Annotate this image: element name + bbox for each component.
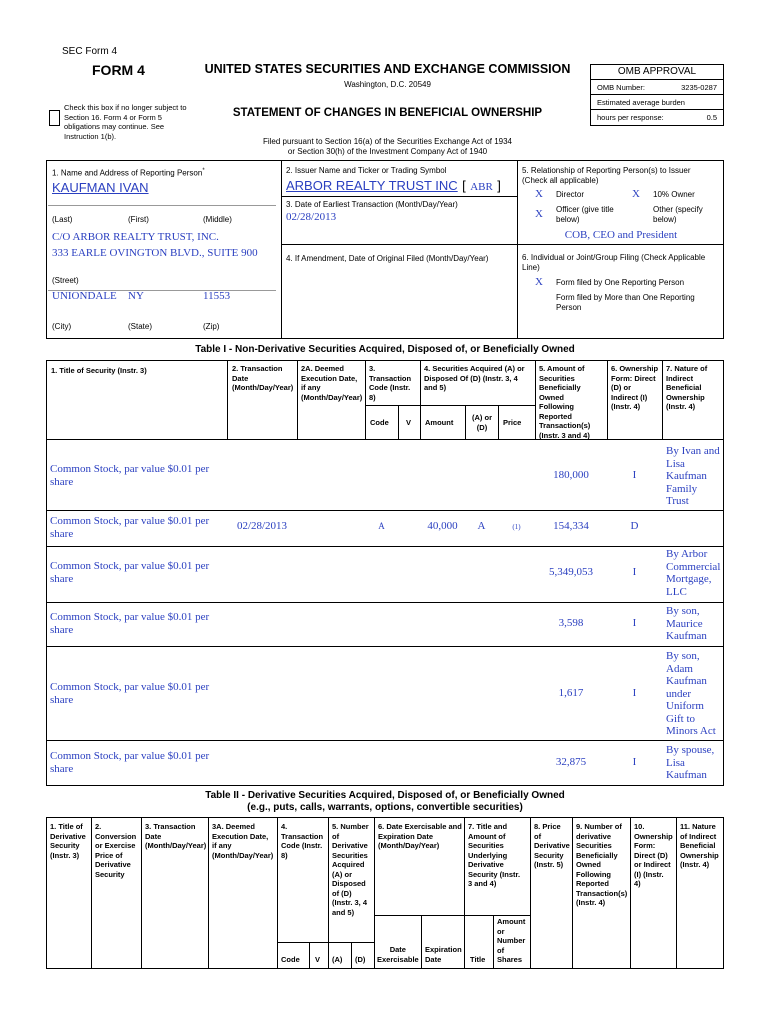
issuer-line: ARBOR REALTY TRUST INC [ ABR ] (286, 178, 501, 193)
box2-label: 2. Issuer Name and Ticker or Trading Symbol (286, 166, 447, 175)
t2-h3: 3. Transaction Date (Month/Day/Year) (145, 822, 207, 850)
t2-h3a: 3A. Deemed Execution Date, if any (Month/Day/Year) (212, 822, 274, 860)
city-label: (City) (52, 322, 72, 331)
commission-city: Washington, D.C. 20549 (344, 80, 431, 89)
more-persons-label-line1: Form filed by More than One Reporting (556, 293, 695, 302)
t1-sub-code: Code (370, 418, 389, 427)
ticker-symbol: ABR (470, 181, 493, 193)
table-row-form: I (632, 756, 637, 768)
t2-h9: 9. Number of derivative Securities Beneficially Owned Following Reported Transaction(s) (Instr. 4) (576, 822, 628, 907)
middle-name-label: (Middle) (203, 215, 232, 224)
t2-h11: 11. Nature of Indirect Beneficial Ownership (Instr. 4) (680, 822, 719, 869)
director-label: Director (556, 190, 585, 199)
omb-hours-label: hours per response: (597, 113, 664, 122)
statement-title: STATEMENT OF CHANGES IN BENEFICIAL OWNERSHIP (232, 107, 543, 119)
omb-number-value: 3235-0287 (681, 83, 717, 92)
box1-label: 1. Name and Address of Reporting Person* (52, 168, 205, 178)
table-row-code: A (378, 521, 385, 531)
t2-sub-d: (D) (355, 955, 366, 964)
table-row-owned: 32,875 (555, 756, 587, 768)
t1-sub-v: V (406, 418, 412, 427)
table-row-owned: 5,349,053 (549, 566, 593, 578)
checkbox-instruction-text: Check this box if no longer subject to Section 16. Form 4 or Form 5 obligations may continue. See Instruction 1(b). (64, 103, 187, 141)
table-row-security: Common Stock, par value $0.01 per share (50, 681, 210, 706)
table-row-form: I (632, 469, 637, 481)
omb-number-label: OMB Number: (597, 83, 645, 92)
one-person-check[interactable]: X (535, 276, 543, 288)
table-row-date: 02/28/2013 (236, 520, 288, 532)
zip-label: (Zip) (203, 322, 220, 331)
more-persons-label-line2: Person (556, 303, 582, 312)
t2-sub-expiration: Expiration Date (425, 945, 462, 964)
ten-pct-owner-check[interactable]: X (632, 188, 640, 200)
table-row-security: Common Stock, par value $0.01 per share (50, 750, 210, 775)
state-value: NY (128, 290, 144, 302)
omb-hours-value: 0.5 (706, 113, 717, 122)
filed-pursuant-line1: Filed pursuant to Section 16(a) of the Securities Exchange Act of 1934 (262, 137, 513, 146)
t1-h4: 4. Securities Acquired (A) or Disposed Of (D) (Instr. 3, 4 and 5) (424, 364, 525, 392)
address-line2: 333 EARLE OVINGTON BLVD., SUITE 900 (52, 247, 258, 259)
t1-sub-price: Price (503, 418, 522, 427)
director-check[interactable]: X (535, 188, 543, 200)
table-row-form: D (630, 520, 639, 532)
table2-title: Table II - Derivative Securities Acquired, Disposed of, or Beneficially Owned (205, 790, 565, 801)
box6-label-line1: 6. Individual or Joint/Group Filing (Check Applicable (522, 253, 706, 262)
omb-burden-label: Estimated average burden (597, 98, 685, 107)
filed-pursuant-line2: or Section 30(h) of the Investment Company Act of 1940 (287, 147, 488, 156)
t2-h2: 2. Conversion or Exercise Price of Derivative Security (95, 822, 137, 879)
table-row-security: Common Stock, par value $0.01 per share (50, 463, 210, 488)
table2-subtitle: (e.g., puts, calls, warrants, options, convertible securities) (247, 802, 523, 813)
t1-h3: 3. Transaction Code (Instr. 8) (369, 364, 412, 402)
table-row-nature: By spouse, Lisa Kaufman (666, 744, 715, 781)
t1-h1: 1. Title of Security (Instr. 3) (51, 366, 147, 375)
officer-label-line1: Officer (give title (556, 205, 614, 214)
last-name-label: (Last) (52, 215, 73, 224)
t2-sub-title: Title (470, 955, 486, 964)
no-longer-subject-checkbox[interactable] (49, 110, 60, 126)
sec-form-label: SEC Form 4 (62, 46, 118, 57)
officer-check[interactable]: X (535, 208, 543, 220)
t1-h5: 5. Amount of Securities Beneficially Owned Following Reported Transaction(s) (Instr. 3 and 4) (539, 364, 591, 440)
t2-h7: 7. Title and Amount of Securities Underlying Derivative Security (Instr. 3 and 4) (468, 822, 521, 888)
street-label: (Street) (52, 276, 79, 285)
t2-h6: 6. Date Exercisable and Expiration Date (Month/Day/Year) (378, 822, 462, 850)
state-label: (State) (128, 322, 153, 331)
table-row-owned: 154,334 (553, 520, 589, 532)
table-row-owned: 3,598 (558, 617, 584, 629)
table-row-nature: By Ivan and Lisa Kaufman Family Trust (666, 445, 720, 507)
issuer-name[interactable]: ARBOR REALTY TRUST INC (286, 178, 458, 193)
t2-sub-date-exercisable: Date Exercisable (377, 945, 419, 964)
t1-h2: 2. Transaction Date (Month/Day/Year) (232, 364, 294, 392)
t1-h6: 6. Ownership Form: Direct (D) or Indirect (I) (Instr. 4) (611, 364, 659, 411)
table-row-ad: A (477, 520, 486, 532)
table-row-owned: 180,000 (553, 469, 589, 481)
box4-label: 4. If Amendment, Date of Original Filed (Month/Day/Year) (286, 254, 489, 263)
table-row-security: Common Stock, par value $0.01 per share (50, 611, 210, 636)
ten-pct-owner-label: 10% Owner (653, 190, 695, 199)
commission-title: UNITED STATES SECURITIES AND EXCHANGE COMMISSION (204, 62, 571, 76)
table-row-form: I (632, 617, 637, 629)
t1-h2a: 2A. Deemed Execution Date, if any (Month/Day/Year) (301, 364, 363, 402)
table-row-owned: 1,617 (558, 687, 584, 699)
t1-sub-amount: Amount (425, 418, 454, 427)
t2-sub-code: Code (281, 955, 300, 964)
table-row-nature: By Arbor Commercial Mortgage, LLC (666, 548, 721, 598)
form-title: FORM 4 (92, 62, 145, 78)
omb-title: OMB APPROVAL (591, 65, 723, 80)
table1-title: Table I - Non-Derivative Securities Acquired, Disposed of, or Beneficially Owned (195, 344, 575, 355)
box6-label-line2: Line) (522, 263, 540, 272)
table-row-amount: 40,000 (427, 520, 458, 532)
table-row-nature: By son, Maurice Kaufman (666, 605, 707, 642)
t2-h4: 4. Transaction Code (Instr. 8) (281, 822, 324, 860)
box5-label-line1: 5. Relationship of Reporting Person(s) to Issuer (522, 166, 691, 175)
city-value: UNIONDALE (52, 290, 117, 302)
zip-value: 11553 (203, 290, 231, 302)
other-label-line2: below) (653, 215, 677, 224)
omb-approval-box (590, 64, 724, 126)
first-name-label: (First) (128, 215, 149, 224)
officer-title: COB, CEO and President (564, 229, 678, 241)
address-line1: C/O ARBOR REALTY TRUST, INC. (52, 231, 219, 243)
table-row-nature: By son, Adam Kaufman under Uniform Gift to Minors Act (666, 650, 716, 737)
table-row-form: I (632, 687, 637, 699)
t2-sub-amount: Amount or Number of Shares (497, 917, 526, 964)
one-person-label: Form filed by One Reporting Person (556, 278, 685, 287)
t2-h8: 8. Price of Derivative Security (Instr. 5) (534, 822, 570, 869)
t1-sub-ad: (A) or (D) (472, 413, 492, 432)
t2-h5: 5. Number of Derivative Securities Acquired (A) or Disposed of (D) (Instr. 3, 4 and 5) (332, 822, 369, 917)
earliest-transaction-date: 02/28/2013 (286, 211, 337, 223)
table-row-security: Common Stock, par value $0.01 per share (50, 560, 210, 585)
reporting-person-name[interactable]: KAUFMAN IVAN (52, 180, 149, 195)
box3-label: 3. Date of Earliest Transaction (Month/Day/Year) (286, 200, 458, 209)
table-row-price[interactable]: (1) (512, 523, 521, 531)
box5-label-line2: (Check all applicable) (522, 176, 599, 185)
t1-h7: 7. Nature of Indirect Beneficial Ownership (Instr. 4) (666, 364, 708, 411)
t2-sub-v: V (315, 955, 321, 964)
t2-h10: 10. Ownership Form: Direct (D) or Indirect (I) (Instr. 4) (634, 822, 673, 888)
table-row-form: I (632, 566, 637, 578)
t2-sub-a: (A) (332, 955, 343, 964)
t2-h1: 1. Title of Derivative Security (Instr. 3) (50, 822, 86, 860)
officer-label-line2: below) (556, 215, 580, 224)
table-row-security: Common Stock, par value $0.01 per share (50, 515, 210, 540)
other-label-line1: Other (specify (653, 205, 703, 214)
